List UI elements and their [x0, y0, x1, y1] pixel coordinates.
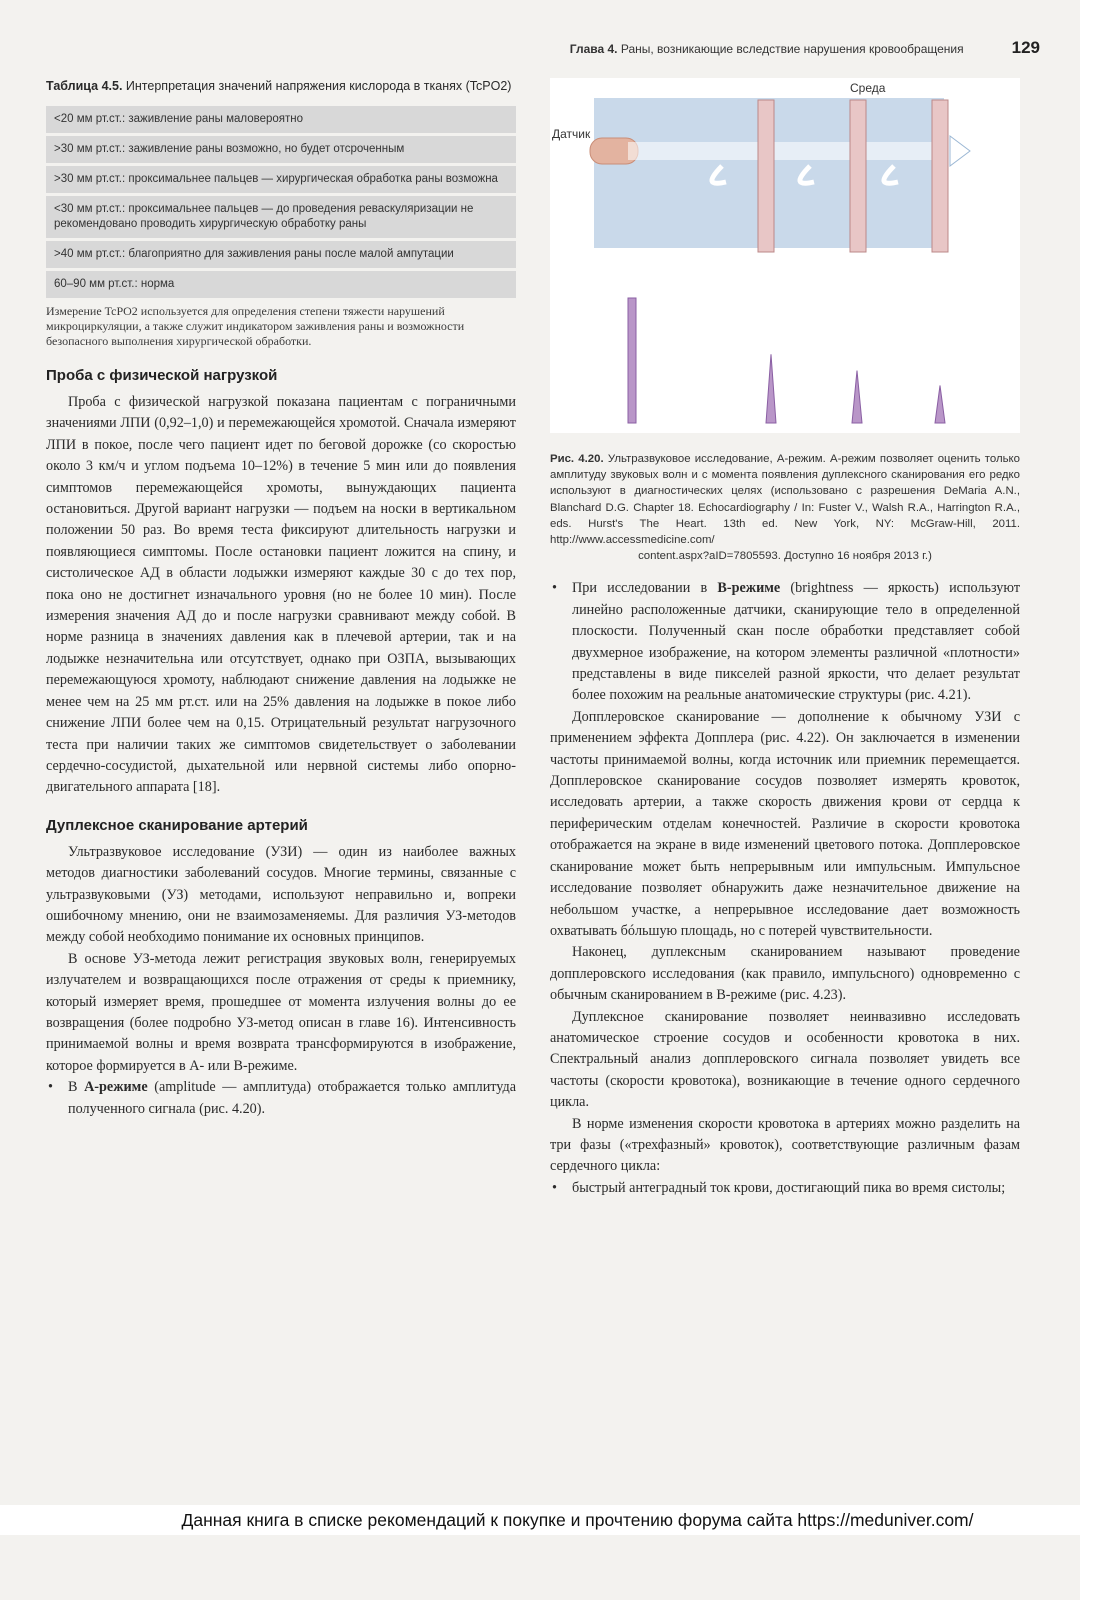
- table-row: <30 мм рт.ст.: проксимальнее пальцев — до проведения реваскуляризации не рекомендовано проводить хирургическую обработку раны: [46, 196, 516, 238]
- chapter-title: Раны, возникающие вследствие нарушения кровообращения: [620, 42, 964, 56]
- a-mode-diagram: [550, 78, 1020, 433]
- section-heading-duplex: Дуплексное сканирование артерий: [46, 816, 308, 834]
- chapter-heading: [570, 42, 964, 56]
- page-number: 129: [1011, 38, 1040, 57]
- figure-caption-label: Рис. 4.20.: [550, 453, 604, 465]
- right-column: [550, 78, 1020, 1199]
- bullet-dot: •: [48, 1079, 53, 1096]
- reflector-layer: [758, 100, 774, 252]
- doppler-paragraph: Допплеровское сканирование — дополнение к обычному УЗИ с применением эффекта Допплера (рис. 4.22). Он заключается в изменении частоты принимаемой волны, когда источник или приемник перемещается. Допплеровское сканирование сосудов позволяет измерять кровоток, исследовать артерии, а также скорость движения крови от сердца к периферическим отделам конечностей. Различие в скорости кровотока отображается на экране в виде изменений цветового потока. Допплеровское сканирование может быть непрерывным или импульсным. Импульсное исследование позволяет обнаружить даже незначительное движение на небольшом участке, а непрерывное исследование дает возможность охватывать бóльшую площадь, но с потерей чувствительности.: [550, 708, 1020, 939]
- right-text: [550, 578, 1020, 1199]
- amplitude-peaks: [628, 298, 945, 423]
- a-mode-bullet: [46, 1077, 516, 1120]
- b-mode-text: (brightness — яркость) используют линейно расположенные датчики, сканирующие тело в определенной плоскости. Полученный скан после обработки представляет собой двухмерное изображение, на котором элементы различной «плотности» представлены в виде пикселей разной яркости, что делает результат более похожим на реальные анатомические структуры (рис. 4.21).: [572, 580, 1021, 704]
- figure-a-mode: [550, 78, 1020, 433]
- running-header: [440, 38, 1040, 60]
- a-mode-text: (amplitude — амплитуда) отображается только амплитуда полученного сигнала (рис. 4.20).: [68, 1079, 517, 1117]
- beam-arrow-icon: [950, 136, 970, 166]
- figure-caption-text: Ультразвуковое исследование, А-режим. А-режим позволяет оценить только амплитуду звуковых волн и с момента появления дуплексного сканирования его редко используют в диагностических целях (использовано с разрешения DeMaria A.N., Blanchard D.G. Chapter 18. Echocardiography / In: Fuster V., Walsh R.A., Harrington R.A., eds. Hurst's The Heart. 13th ed. New York, NY: McGraw-Hill, 2011. http://www.accessmedicine.com/: [550, 453, 1020, 547]
- section-heading-exercise-test: Проба с физической нагрузкой: [46, 367, 278, 384]
- amplitude-peak: [935, 386, 945, 424]
- b-mode-term: В-режиме: [717, 580, 781, 597]
- phase-bullet: [550, 1178, 1020, 1199]
- ultrasound-principle-paragraph: В основе УЗ-метода лежит регистрация звуковых волн, генерируемых излучателем и возвращающихся после отражения от среды к приемнику, который измеряет время, прошедшее от момента излучения волны до ее возвращения (более подробно УЗ-метод описан в главе 16). Интенсивность принимаемой волны и время возврата трансформируются в изображение, которое формируется в А- или В-режиме.: [46, 950, 516, 1074]
- amplitude-peak: [852, 371, 862, 424]
- a-mode-term: А-режиме: [84, 1079, 148, 1096]
- flow-phases-paragraph: В норме изменения скорости кровотока в артериях можно разделить на три фазы («трехфазный» кровоток), соответствующие различным фазам сердечного цикла:: [550, 1115, 1020, 1175]
- amplitude-peak: [766, 354, 776, 423]
- medium-label: Среда: [850, 81, 886, 95]
- bullet-dot: •: [552, 580, 557, 597]
- table-caption-text: Интерпретация значений напряжения кислорода в тканях (TcPO2): [125, 79, 512, 93]
- a-mode-prefix: В: [68, 1079, 78, 1096]
- exercise-test-paragraph: Проба с физической нагрузкой показана пациентам с пограничными значениями ЛПИ (0,92–1,0) и перемежающейся хромотой. Сначала измеряют ЛПИ в покое, после чего пациент идет по беговой дорожке (со скоростью около 3 км/ч и углом подъема 10–12%) в течение 5 мин или до появления симптомов перемежающейся хромоты, вынуждающих пациента остановиться. Другой вариант нагрузки — подъем на носки в вертикальном положении 50 раз. Во время теста фиксируют длительность нагрузки и появляющиеся симптомы. После остановки пациент ложится на спину, и систолическое АД в области лодыжки измеряют каждые 30 с до тех пор, пока оно не достигнет изначального уровня (но не более 10 мин). После измерения значения АД до и после нагрузки сравнивают между собой. В норме разница в значениях давления как в плечевой артерии, так и на лодыжке незначительна или отсутствует, однако при ОЗПА, вызывающих перемежающуюся хромоту, наблюдают снижение давления на лодыжке не менее чем на 25 мм рт.ст. или на 25% давления на лодыжке в покое либо снижение ЛПИ более чем на 0,15. Отрицательный результат нагрузочного теста при наличии таких же симптомов свидетельствует о заболевании сердечно-сосудистой, дыхательной или нервной системы либо опорно-двигательного аппарата [18].: [46, 394, 516, 796]
- ultrasound-intro-paragraph: Ультразвуковое исследование (УЗИ) — один из наиболее важных методов диагностики заболеваний сосудов. Многие термины, связанные с ультразвуковыми (УЗ) методами, используют неправильно и, вопреки ошибочному мнению, они не взаимозаменяемы. Для различия УЗ-методов между собой необходимо понимание их основных принципов.: [46, 843, 516, 946]
- b-mode-prefix: При исследовании в: [572, 580, 708, 597]
- bullet-dot: •: [552, 1179, 557, 1196]
- table-caption-label: Таблица 4.5.: [46, 79, 123, 93]
- table-row: 60–90 мм рт.ст.: норма: [46, 271, 516, 298]
- table-row: <20 мм рт.ст.: заживление раны маловероятно: [46, 106, 516, 133]
- b-mode-bullet: [550, 578, 1020, 706]
- left-column: [46, 78, 516, 1120]
- beam-path: [628, 142, 958, 160]
- tcpo2-table: [46, 106, 516, 298]
- sensor-label: Датчик: [552, 127, 591, 141]
- footer-banner: Данная книга в списке рекомендаций к покупке и прочтению форума сайта https://meduniver.com/: [0, 1505, 1105, 1535]
- reflector-layer: [850, 100, 866, 252]
- figure-caption: [550, 451, 1020, 564]
- chapter-prefix: Глава 4.: [569, 42, 618, 56]
- reflector-layer: [932, 100, 948, 252]
- table-row: >30 мм рт.ст.: заживление раны возможно, но будет отсроченным: [46, 136, 516, 163]
- table-caption: [46, 78, 516, 94]
- table-row: >40 мм рт.ст.: благоприятно для заживления раны после малой ампутации: [46, 241, 516, 268]
- phase-bullet-text: быстрый антеградный ток крови, достигающий пика во время систолы;: [572, 1179, 1006, 1196]
- table-note: Измерение TcPO2 используется для определения степени тяжести нарушений микроциркуляции, а также служит индикатором заживления раны и возможности безопасного выполнения хирургической обработки.: [46, 304, 465, 348]
- figure-caption-end: content.aspx?aID=7805593. Доступно 16 ноября 2013 г.): [638, 550, 932, 563]
- duplex-description-paragraph: Дуплексное сканирование позволяет неинвазивно исследовать анатомическое строение сосудов и особенности кровотока в них. Спектральный анализ допплеровского сигнала позволяет увидеть все частоты (скорости кровотока), возникающие в течение одного сердечного цикла.: [550, 1008, 1020, 1111]
- duplex-definition-paragraph: Наконец, дуплексным сканированием называют проведение допплеровского исследования (как правило, импульсного) одновременно с обычным сканированием в В-режиме (рис. 4.23).: [550, 944, 1020, 1004]
- table-row: >30 мм рт.ст.: проксимальнее пальцев — хирургическая обработка раны возможна: [46, 166, 516, 193]
- amplitude-peak: [628, 298, 636, 423]
